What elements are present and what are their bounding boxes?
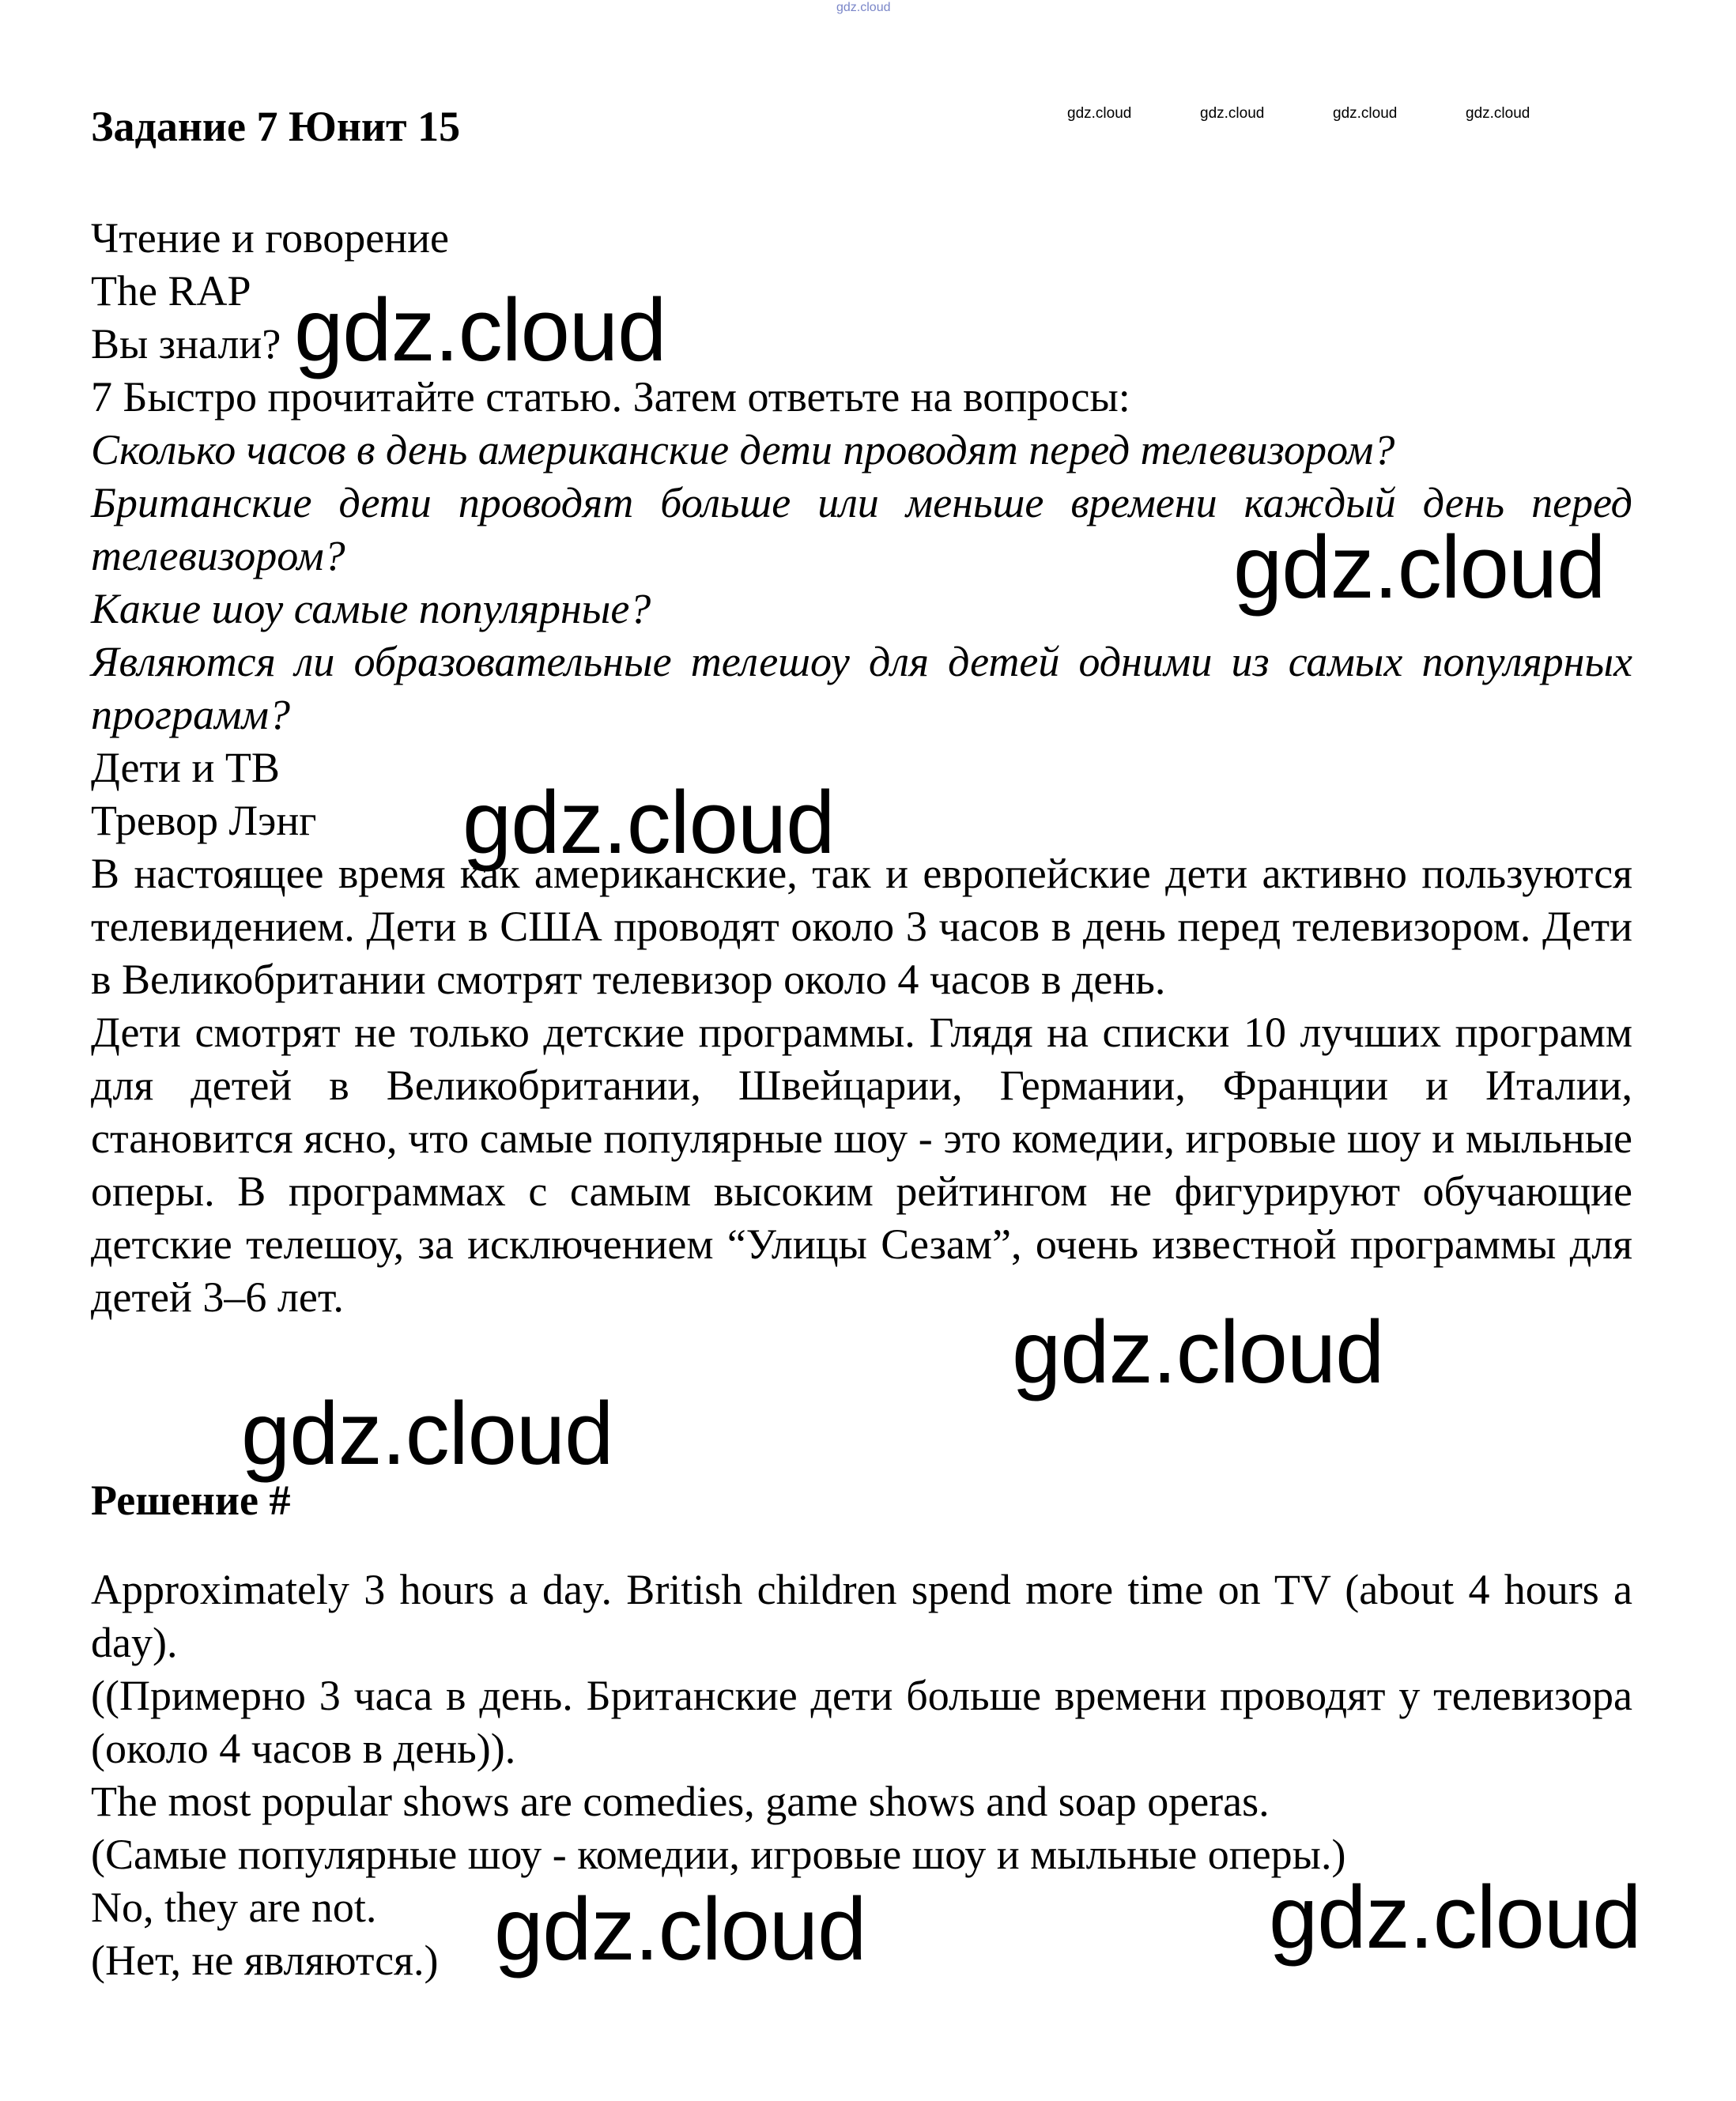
section-label: Чтение и говорение bbox=[91, 214, 449, 262]
watermark: gdz.cloud bbox=[1233, 518, 1606, 617]
watermark: gdz.cloud bbox=[494, 1880, 866, 1978]
subtitle: The RAP bbox=[91, 267, 251, 315]
watermark: gdz.cloud bbox=[1012, 1303, 1384, 1401]
question: Какие шоу самые популярные? bbox=[91, 585, 651, 632]
solution-line: (Нет, не являются.) bbox=[91, 1937, 439, 1984]
header-watermark: gdz.cloud bbox=[1200, 105, 1265, 122]
question: Сколько часов в день американские дети проводят перед телевизором? bbox=[91, 426, 1395, 473]
did-you-know: Вы знали? bbox=[91, 320, 281, 368]
solution-title: Решение # bbox=[91, 1477, 291, 1524]
header-watermark: gdz.cloud bbox=[1067, 105, 1132, 122]
solution-line: The most popular shows are comedies, game shows and soap operas. bbox=[91, 1778, 1270, 1825]
page-title: Задание 7 Юнит 15 bbox=[91, 103, 461, 150]
solution-line: (Самые популярные шоу - комедии, игровые шоу и мыльные оперы.) bbox=[91, 1831, 1346, 1878]
header-watermark: gdz.cloud bbox=[1466, 105, 1530, 122]
question: Британские дети проводят больше или меньше времени каждый день перед телевизором? bbox=[91, 479, 1632, 579]
header-watermark: gdz.cloud bbox=[1333, 105, 1398, 122]
watermark: gdz.cloud bbox=[1269, 1868, 1641, 1967]
article-title: Дети и ТВ bbox=[91, 744, 280, 791]
article-paragraph: В настоящее время как американские, так и европейские дети активно пользуются телевидением. Дети в США проводят около 3 часов в день перед телевизором. Дети в Великобритании смотрят телевизор около 4 часов в день. bbox=[91, 850, 1632, 1003]
instruction: 7 Быстро прочитайте статью. Затем ответьте на вопросы: bbox=[91, 373, 1130, 421]
question: Являются ли образовательные телешоу для детей одними из самых популярных программ? bbox=[91, 638, 1632, 738]
article-author: Тревор Лэнг bbox=[91, 797, 317, 844]
watermark: gdz.cloud bbox=[294, 281, 666, 379]
watermark: gdz.cloud bbox=[462, 773, 835, 872]
solution-line: No, they are not. bbox=[91, 1884, 377, 1931]
solution-line: Approximately 3 hours a day. British children spend more time on TV (about 4 hours a day). bbox=[91, 1566, 1632, 1666]
article-paragraph: Дети смотрят не только детские программы. Глядя на списки 10 лучших программ для детей в Великобритании, Швейцарии, Германии, Франции и Италии, становится ясно, что самые популярные шоу - это комедии, игровые шоу и мыльные оперы. В программах с самым высоким рейтингом не фигурируют обучающие детские телешоу, за исключением “Улицы Сезам”, очень известной программы для детей 3–6 лет. bbox=[91, 1009, 1632, 1321]
watermark: gdz.cloud bbox=[241, 1384, 613, 1483]
top-watermark: gdz.cloud bbox=[836, 1, 891, 14]
solution-line: ((Примерно 3 часа в день. Британские дети больше времени проводят у телевизора (около 4 часов в день)). bbox=[91, 1672, 1632, 1772]
